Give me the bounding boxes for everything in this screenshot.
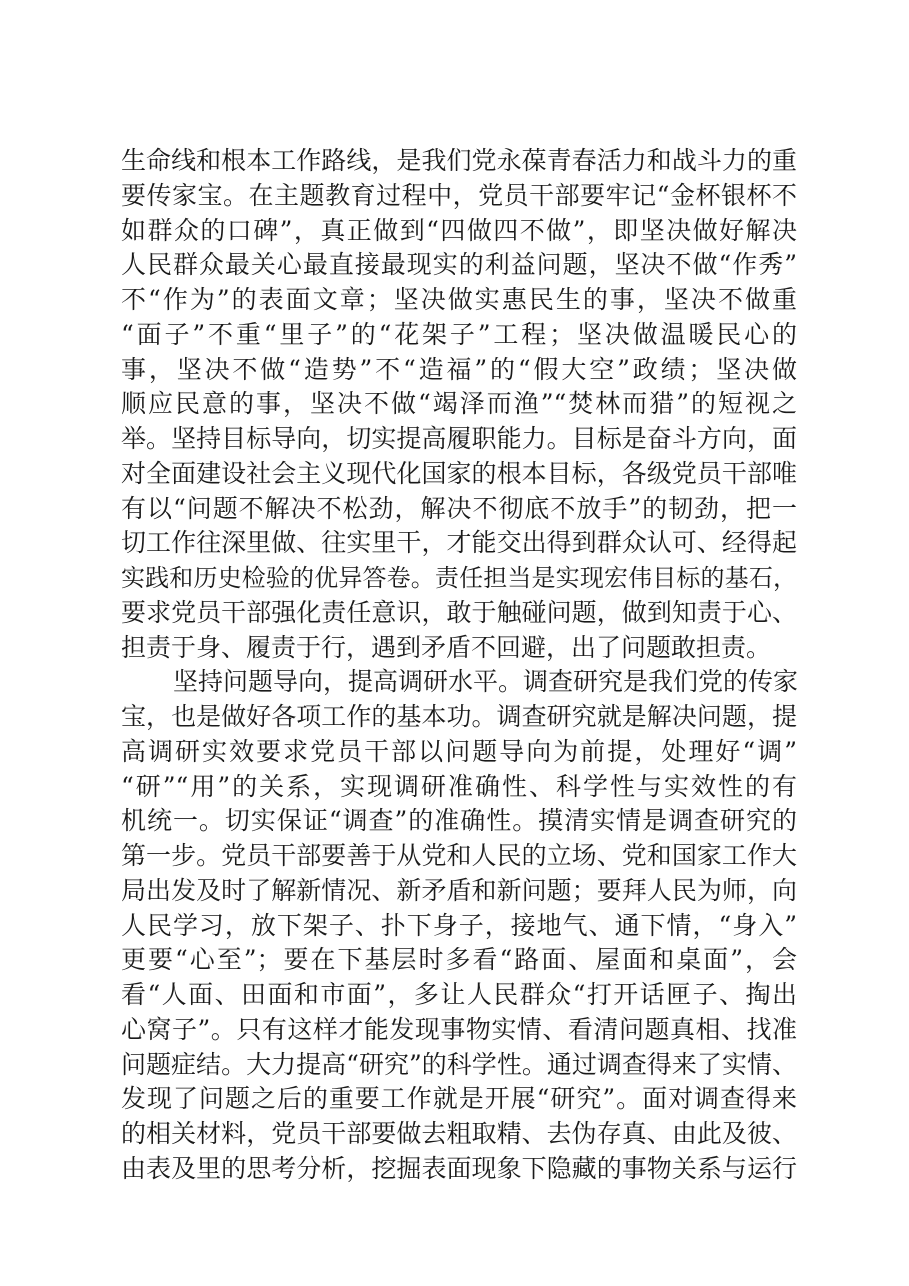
text-line: 不“作为”的表面文章；坚决做实惠民生的事，坚决不做重 <box>121 285 797 314</box>
text-line: 人民学习，放下架子、扑下身子，接地气、通下情，“身入” <box>121 910 797 940</box>
text-line: 担责于身、履责于行，遇到矛盾不回避，出了问题敢担责。 <box>121 632 772 662</box>
text-line: 由表及里的思考分析，挖掘表面现象下隐藏的事物关系与运行 <box>121 1153 797 1183</box>
text-line: 机统一。切实保证“调查”的准确性。摸清实情是调查研究的 <box>121 806 797 836</box>
body-text <box>121 144 797 1187</box>
text-line: 顺应民意的事，坚决不做“竭泽而渔”“焚林而猎”的短视之 <box>121 389 797 419</box>
text-line: 如群众的口碑”，真正做到“四做四不做”，即坚决做好解决 <box>121 215 797 245</box>
text-line: 要求党员干部强化责任意识，敢于触碰问题，做到知责于心、 <box>121 597 797 627</box>
text-line: 发现了问题之后的重要工作就是开展“研究”。面对调查得来 <box>121 1084 797 1114</box>
text-line: 切工作往深里做、往实里干，才能交出得到群众认可、经得起 <box>121 528 797 558</box>
text-line: 高调研实效要求党员干部以问题导向为前提，处理好“调” <box>121 736 797 766</box>
text-line: 的相关材料，党员干部要做去粗取精、去伪存真、由此及彼、 <box>121 1119 797 1148</box>
text-line: 宝，也是做好各项工作的基本功。调查研究就是解决问题，提 <box>121 702 797 731</box>
text-line: 对全面建设社会主义现代化国家的根本目标，各级党员干部唯 <box>121 458 797 488</box>
text-line: 举。坚持目标导向，切实提高履职能力。目标是奋斗方向，面 <box>121 424 797 453</box>
text-line: 看“人面、田面和市面”，多让人民群众“打开话匣子、掏出 <box>121 980 797 1009</box>
text-line: 第一步。党员干部要善于从党和人民的立场、党和国家工作大 <box>121 841 797 870</box>
text-line: 实践和历史检验的优异答卷。责任担当是实现宏伟目标的基石， <box>121 564 797 592</box>
text-line: “研”“用”的关系，实现调研准确性、科学性与实效性的有 <box>121 771 797 801</box>
text-line: 局出发及时了解新情况、新矛盾和新问题；要拜人民为师，向 <box>121 875 797 905</box>
text-line: 要传家宝。在主题教育过程中，党员干部要牢记“金杯银杯不 <box>121 180 797 210</box>
text-line: 人民群众最关心最直接最现实的利益问题，坚决不做“作秀” <box>121 250 797 280</box>
text-line: “面子”不重“里子”的“花架子”工程；坚决做温暖民心的 <box>121 319 797 349</box>
paragraph-first-line: 坚持问题导向，提高调研水平。调查研究是我们党的传家 <box>173 667 799 697</box>
text-line: 问题症结。大力提高“研究”的科学性。通过调查得来了实情、 <box>121 1049 797 1079</box>
text-line: 事，坚决不做“造势”不“造福”的“假大空”政绩；坚决做 <box>121 354 797 384</box>
text-line: 生命线和根本工作路线，是我们党永葆青春活力和战斗力的重 <box>121 146 797 175</box>
text-line: 心窝子”。只有这样才能发现事物实情、看清问题真相、找准 <box>121 1014 797 1044</box>
text-line: 有以“问题不解决不松劲，解决不彻底不放手”的韧劲，把一 <box>121 493 797 523</box>
text-line: 更要“心至”；要在下基层时多看“路面、屋面和桌面”，会 <box>121 945 797 975</box>
